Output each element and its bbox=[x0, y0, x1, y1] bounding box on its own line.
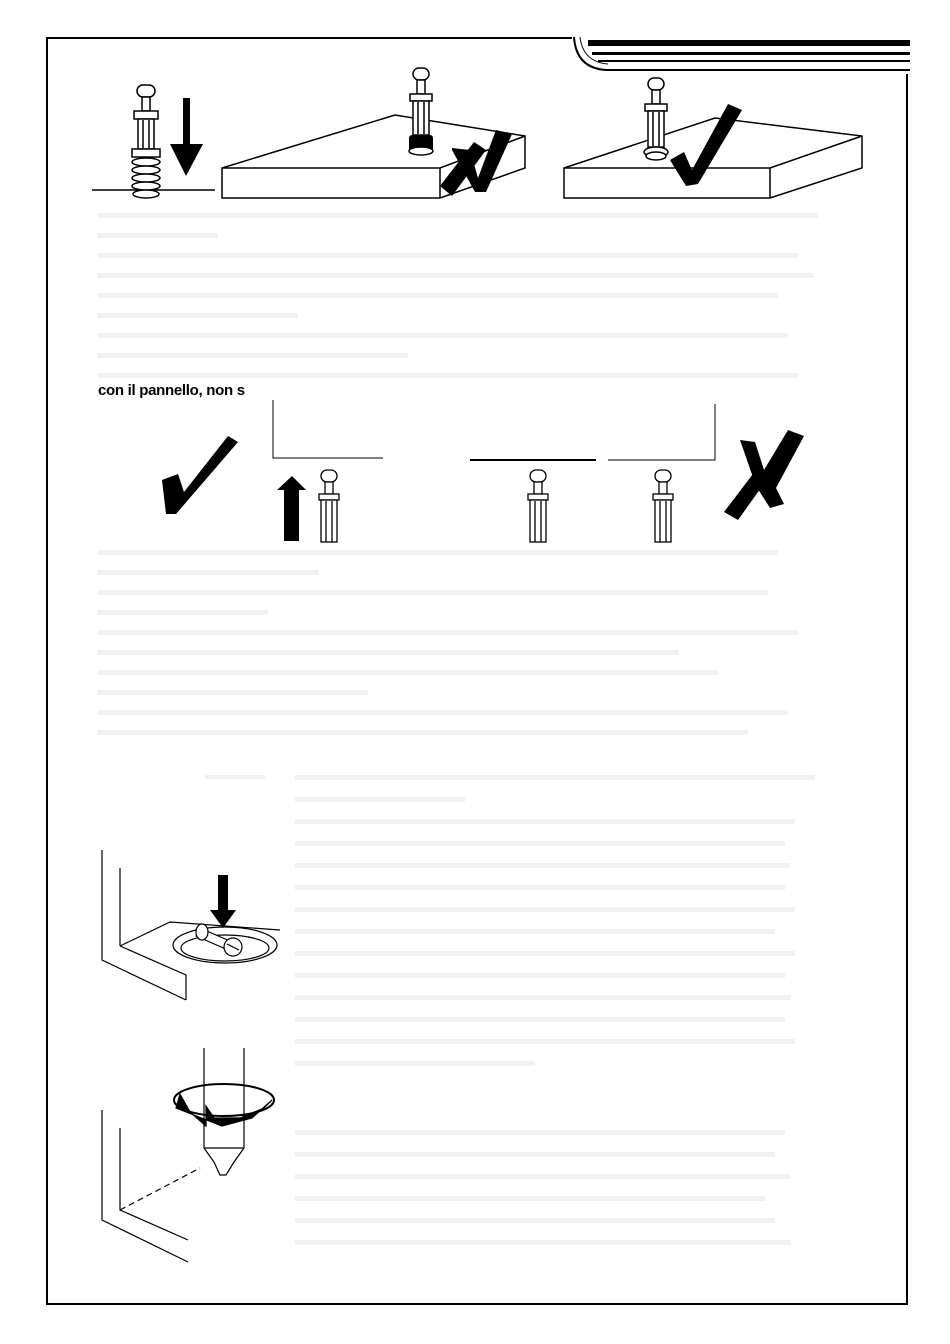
cam-dowel-insert-figure bbox=[92, 85, 215, 198]
cam-dowel-correct-figure bbox=[564, 78, 862, 198]
faint-text-block-2 bbox=[98, 550, 798, 735]
cam-dowel-wrong-figure bbox=[222, 68, 525, 198]
dowel-push-up-correct-figure bbox=[162, 400, 383, 542]
cross-mark-icon bbox=[724, 430, 804, 520]
arrow-icon bbox=[210, 875, 236, 928]
faint-text-block-3 bbox=[295, 775, 815, 1245]
dowel-panel-wrong-figure bbox=[470, 404, 804, 542]
check-mark-icon bbox=[162, 436, 238, 514]
arrow-icon bbox=[170, 98, 203, 176]
arrow-icon bbox=[277, 476, 306, 541]
faint-text-block-1 bbox=[98, 213, 818, 378]
cam-lock-insert-figure bbox=[102, 850, 280, 1000]
header-tab-outline bbox=[574, 37, 910, 70]
instruction-caption: con il pannello, non s bbox=[98, 382, 245, 399]
cam-lock-rotate-figure bbox=[102, 1048, 274, 1262]
